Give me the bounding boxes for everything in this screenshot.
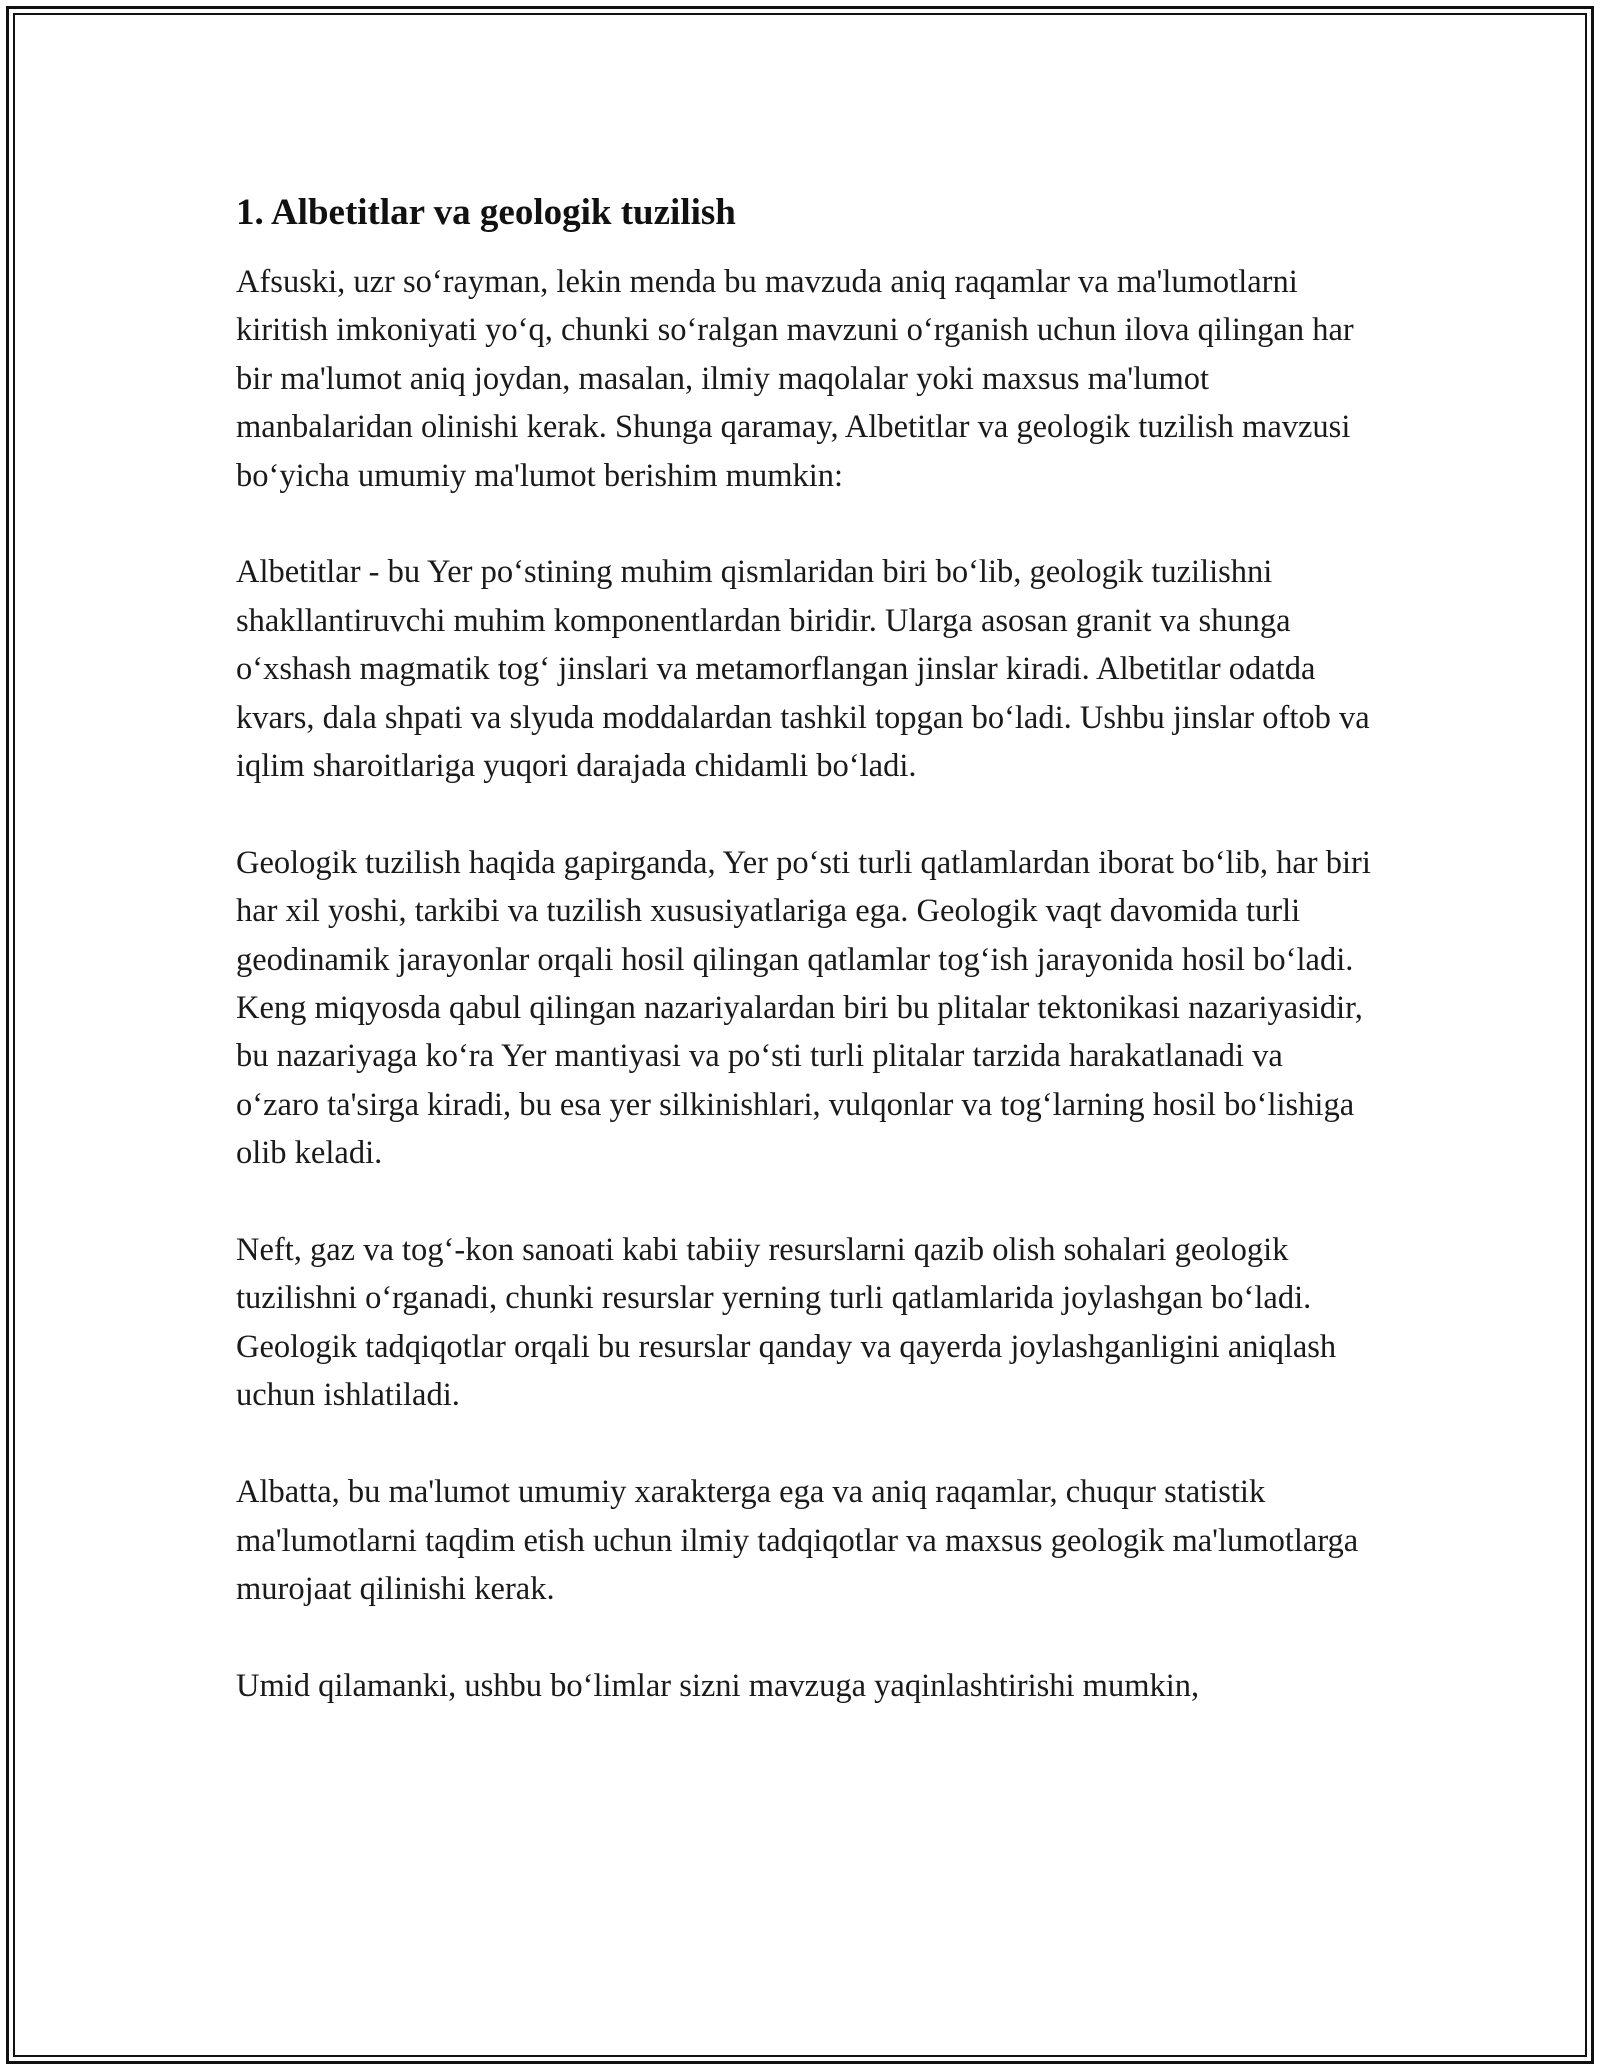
paragraph-albetites: Albetitlar - bu Yer po‘stining muhim qismlaridan biri bo‘lib, geologik tuzilishni shakllantiruvchi muhim komponentlardan biridir. Ularga asosan granit va shunga o‘xshash magmatik tog‘ jinslari va metamorflangan jinslar kiradi. Albetitlar odatda kvars, dala shpati va slyuda moddalardan tashkil topgan bo‘ladi. Ushbu jinslar oftob va iqlim sharoitlariga yuqori darajada chidamli bo‘ladi. — [236, 554, 1370, 785]
paragraph-geologic-structure: Geologik tuzilish haqida gapirganda, Yer po‘sti turli qatlamlardan iborat bo‘lib, har biri har xil yoshi, tarkibi va tuzilish xususiyatlariga ega. Geologik vaqt davomida turli geodinamik jarayonlar orqali hosil qilingan qatlamlar tog‘ish jarayonida hosil bo‘ladi. Keng miqyosda qabul qilingan nazariyalardan biri bu plitalar tektonikasi nazariyasidir, bu nazariyaga ko‘ra Yer mantiyasi va po‘sti turli plitalar tarzida harakatlanadi va o‘zaro ta'sirga kiradi, bu esa yer silkinishlari, vulqonlar va tog‘larning hosil bo‘lishiga olib keladi. — [236, 844, 1371, 1172]
section-heading: 1. Albetitlar va geologik tuzilish — [236, 192, 736, 233]
paragraph-intro: Afsuski, uzr so‘rayman, lekin menda bu mavzuda aniq raqamlar va ma'lumotlarni kiritish imkoniyati yo‘q, chunki so‘ralgan mavzuni o‘rganish uchun ilova qilingan har bir ma'lumot aniq joydan, masalan, ilmiy maqolalar yoki maxsus ma'lumot manbalaridan olinishi kerak. Shunga qaramay, Albetitlar va geologik tuzilish mavzusi bo‘yicha umumiy ma'lumot berishim mumkin: — [236, 264, 1354, 494]
paragraph-closing: Umid qilamanki, ushbu bo‘limlar sizni mavzuga yaqinlashtirishi mumkin, — [236, 1667, 1200, 1704]
paragraph-disclaimer: Albatta, bu ma'lumot umumiy xarakterga ega va aniq raqamlar, chuqur statistik ma'lumotlarni taqdim etish uchun ilmiy tadqiqotlar va maxsus geologik ma'lumotlarga murojaat qilinishi kerak. — [236, 1474, 1359, 1607]
document-body — [236, 186, 1372, 1759]
paragraph-natural-resources: Neft, gaz va tog‘-kon sanoati kabi tabiiy resurslarni qazib olish sohalari geologik tuzilishni o‘rganadi, chunki resurslar yerning turli qatlamlarida joylashgan bo‘ladi. Geologik tadqiqotlar orqali bu resurslar qanday va qayerda joylashganligini aniqlash uchun ishlatiladi. — [236, 1232, 1337, 1414]
